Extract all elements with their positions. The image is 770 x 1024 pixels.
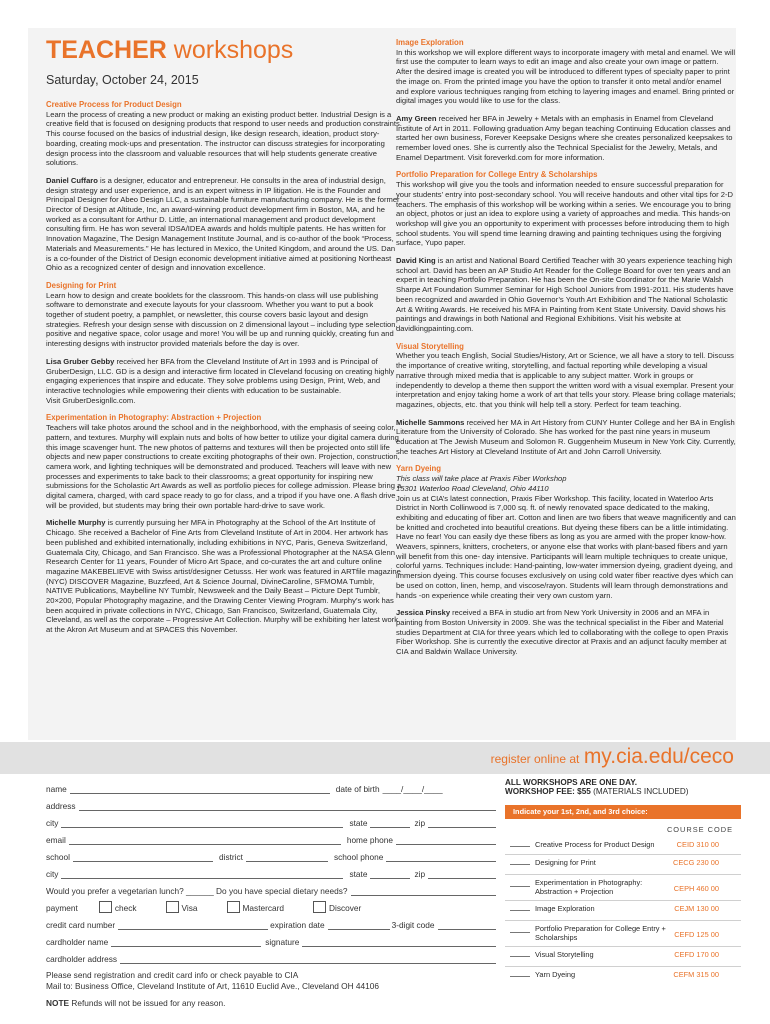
one-day-notice: ALL WORKSHOPS ARE ONE DAY. — [505, 778, 638, 787]
workshop-name: Portfolio Preparation for College Entry + Scholarships — [535, 924, 666, 942]
course-code: CEFD 170 00 — [674, 950, 719, 959]
mastercard-checkbox[interactable] — [227, 901, 240, 913]
address-label: address — [46, 801, 76, 811]
course-code: CEJM 130 00 — [674, 904, 719, 913]
register-link[interactable]: my.cia.edu/ceco — [583, 745, 734, 768]
workshop-description: In this workshop we will explore different ways to incorporate imagery with metal and enamel. We will first use the computer to learn ways to edit an image and also create your own image or pattern. After the desired image is created you will be introduced to different types of specialty paper to print the image on. From the printed image you have the option to transfer it onto metal and/or enamel and explore various techniques ranging from etching to layering images and enamel. Bring printed or digital images you would like to use for the class. — [396, 47, 736, 106]
instructor-bio: Lisa Gruber Gebby received her BFA from the Cleveland Institute of Art in 1993 and is Principal of GruberDesign, LLC. GD is a design and interactive firm located in Cleveland focusing on creating highly engaging experiences that inspire and educate. They solve problems using Design, Print, Web, and interactive technologies while empowering their clients with education to be sustainable. Visit GruberDesignllc.com. — [46, 356, 395, 405]
home-phone-field[interactable] — [396, 835, 496, 845]
workshop-name: Yarn Dyeing — [535, 970, 576, 979]
form-row-cardholder-address — [46, 952, 496, 964]
zip-label: zip — [414, 869, 426, 879]
workshop-name: Image Exploration — [535, 904, 595, 913]
register-banner — [0, 742, 770, 774]
instructor-bio: Daniel Cuffaro is a designer, educator and entrepreneur. He consults in the area of industrial design, design strategy and user experience, and is an expert witness in IP litigation. He is the Founder and Principal Designer for Abeo Design LLC, a sustainable furniture manufacturing company. He is the former Director of Design at Altitude, Inc, an award-winning product development firm in Boston, MA, and he worked as a consultant for Arthur D. Little, an international management and product development consulting firm. He has won several IDSA/IDEA awards and holds multiple patents. He has written for Innovation Magazine, The Design Management Institute Journal, and is co-author of the book “Process, Materials and Measurements.” He has lectured in Mexico, the United Kingdom, and around the US. Dan is a co-founder of the District of Design economic development initiative aimed at positioning Northeast Ohio as a recognized center of design and innovation excellence. — [46, 175, 400, 273]
form-row-cardholder — [46, 935, 496, 947]
instructor-bio: Jessica Pinsky received a BFA in studio art from New York University in 2006 and an MFA in painting from Boston University in 2009. She was the technical specialist in the Fiber and Material studies Department at CIA for three years which led to collaborating with the college to open Praxis Fiber Workshop. She is currently the executive director at Praxis and an adjunct faculty member at CIA and Baldwin Wallace University. — [396, 608, 729, 657]
workshop-heading: Creative Process for Product Design — [46, 100, 182, 109]
course-code: CEID 310 00 — [676, 840, 719, 849]
choice-blank[interactable] — [510, 864, 530, 865]
expiration-label: expiration date — [270, 920, 325, 930]
cardholder-address-label: cardholder address — [46, 954, 118, 964]
page-title: TEACHER workshops — [46, 36, 294, 64]
city-label: city — [46, 869, 59, 879]
workshop-name: Experimentation in Photography: Abstraction + Projection — [535, 878, 643, 896]
signature-field[interactable] — [302, 937, 496, 947]
form-row-city-2 — [46, 867, 496, 879]
workshop-name: Creative Process for Product Design — [535, 840, 655, 849]
course-code: CEPH 460 00 — [673, 884, 719, 893]
workshop-name: Designing for Print — [535, 858, 596, 867]
dietary-field[interactable] — [351, 886, 497, 896]
state-field[interactable] — [370, 869, 410, 879]
instructor-bio: Amy Green received her BFA in Jewelry + Metals with an emphasis in Enamel from Cleveland Institute of Art in 2011. Following graduation Amy began teaching Continuing Education classes and started her own business, Forever Keepsake Designs where she creates personalized keepsakes to remember loved ones. She is currently also the Technical Specialist for the Jewelry, Metals, and Enamel Department. Visit foreverkd.com for more information. — [396, 113, 733, 162]
discover-label: Discover — [329, 903, 362, 913]
workshop-description: Teachers will take photos around the school and in the neighborhood, with the emphasis of seeing color, pattern, and textures. Murphy will explain nuts and bolts of how better to utilize your digital camera during this image scavenger hunt. The new photos of patterns and textures will then be projected onto still life objects and new paper constructions to create exciting photographs of their own. Projection, construction, camera work, and lighting techniques will be demonstrated and produced. Teachers will leave with new processes and experiments to take back to their classrooms; a great opportunity for inspiring new submissions for the Scholastic Art Awards as well as portfolio pieces for college admission. Please bring a digital camera, charged, with card space ready to go for class, and a tripod if you have one. A flash drive will be provided, but students may bring their own portable hard-drive to save work. — [46, 423, 402, 510]
workshop-listing — [28, 28, 736, 740]
workshop-heading: Image Exploration — [396, 38, 464, 47]
state-label: state — [349, 818, 368, 828]
mailing-instructions: Please send registration and credit card info or check payable to CIA Mail to: Business Office, Cleveland Institute of Art, 11610 Euclid Ave., Cleveland OH 44106 — [46, 970, 379, 991]
workshop-description: Whether you teach English, Social Studies/History, Art or Science, we all have a story to tell. Discuss the importance of creative writing, storytelling, and factual reporting while developing a visual narrative through mixed media that is applicable to any subject matter. Work in groups or independently to develop a theme then support the written word with a visual exemplar. Present your interpretation and enjoy taking home a work of art that tells your story. Please bring collage materials; magazines, objects, etc. that you think will help tell a story. Perfect for team teaching. — [396, 351, 736, 409]
city-field[interactable] — [61, 869, 343, 879]
card-number-label: credit card number — [46, 920, 116, 930]
row-divider — [505, 900, 741, 901]
register-online — [491, 745, 734, 769]
form-row-address — [46, 799, 496, 811]
workshop-description: Join us at CIA’s latest connection, Praxis Fiber Workshop. This facility, located in Waterloo Arts District in North Collinwood is 7,000 sq. ft. of newly renovated space dedicated to the making, exhibiting and educating of fiber art. Cotton and linen are two fibers that weave magnificently and can be knitted and crocheted into beautiful creations. But dyeing these fibers can be a little intimidating. Have no fear! You can easily dye these fibers as long as you are armed with the proper know-how. Weavers, spinners, knitters, crocheters, or anyone else that works with plant-based fibers and yarn will benefit from this one- day intensive. Participants will learn multiple techniques to create unique, colorful yarns. Techniques include: Hand-painting, low-water immersion dyeing, gradient dyeing, and immersion dyeing. This course focuses exclusively on using cold water fiber reactive dyes which can be used on cotton, linen, hemp, and viscose/rayon. Students will learn through demonstrations and hands -on experience while creating their very own custom yarn. — [396, 493, 736, 600]
workshop-name: Visual Storytelling — [535, 950, 594, 959]
home-phone-label: home phone — [346, 835, 393, 845]
row-divider — [505, 946, 741, 947]
zip-field[interactable] — [428, 818, 496, 828]
dob-field[interactable]: ____/____/____ — [382, 784, 443, 794]
school-phone-label: school phone — [333, 852, 384, 862]
workshop-description: Learn the process of creating a new product or making an existing product better. Industrial Design is a creative field that is focused on designing products that respond to user needs and production constraints. This course focused on the basics of industrial design, like design research, ideation, product story-boarding, creating mock-ups and presentation. The instructor can discuss strategies for incorporating design process into the classroom and valuable resources that will help students generate creative solutions. — [46, 109, 402, 168]
city-label: city — [46, 818, 59, 828]
row-divider — [505, 874, 741, 875]
workshop-description: Learn how to design and create booklets for the classroom. This hands-on class will use publishing software to demonstrate and execute layouts for your classroom. Whether you want to put a book together of student poetry, a pamphlet, or newsletter, this course covers basic layout and design strategies. Refresh your design sense with discussion on 2 dimensional layout – including type selection, positive and negative space, color usage and more! You will be up and running quickly, creating fun and interesting designs with instructor provided materials before the day is over. — [46, 290, 398, 349]
choice-blank[interactable] — [510, 846, 530, 847]
cardholder-name-label: cardholder name — [46, 937, 109, 947]
choice-blank[interactable] — [510, 976, 530, 977]
state-field[interactable] — [370, 818, 410, 828]
workshop-heading: Designing for Print — [46, 280, 117, 290]
right-column — [396, 28, 736, 665]
workshop-fee: WORKSHOP FEE: $55 (MATERIALS INCLUDED) — [505, 787, 689, 796]
signature-label: signature — [265, 937, 300, 947]
payment-label: payment — [46, 903, 78, 913]
check-label: check — [114, 903, 137, 913]
school-field[interactable] — [73, 852, 213, 862]
form-row-card — [46, 918, 496, 930]
mastercard-label: Mastercard — [242, 903, 285, 913]
expiration-field[interactable] — [328, 920, 390, 930]
choice-instruction: Indicate your 1st, 2nd, and 3rd choice: — [505, 805, 741, 819]
instructor-bio: David King is an artist and National Board Certified Teacher with 30 years experience teaching high school art. David has been an AP Studio Art Reader for the College Board for over ten years and an expert in teaching Portfolio Preparation. He has been the On-site Coordinator for the Marie Walsh Sharpe Art Foundation Summer Seminar for High School Juniors from 1991-2011. His students have been recognized and awarded in Ohio Governor’s Youth Art Exhibition and The National Scholastic Art & Writing Awards. He received his MFA in Painting from Kent State University. David shows his paintings and drawings in both National and Regional Exhibitions. Visit his website at davidkingpainting.com. — [396, 256, 734, 333]
form-row-payment — [46, 901, 496, 913]
course-code: CECG 230 00 — [672, 858, 719, 867]
email-label: email — [46, 835, 66, 845]
row-divider — [505, 920, 741, 921]
district-field[interactable] — [246, 852, 328, 862]
state-label: state — [349, 869, 368, 879]
dob-label: date of birth — [335, 784, 380, 794]
cardholder-name-field[interactable] — [111, 937, 261, 947]
visa-checkbox[interactable] — [166, 901, 179, 913]
choice-blank[interactable] — [510, 886, 530, 887]
form-row-lunch — [46, 884, 496, 896]
row-divider — [505, 966, 741, 967]
digit-code-field[interactable] — [438, 920, 496, 930]
course-code: CEFD 125 00 — [674, 930, 719, 939]
instructor-bio: Michelle Murphy is currently pursuing her MFA in Photography at the School of the Art Institute of Chicago. She received a Bachelor of Fine Arts from Cleveland Institute of Art in 2004. Her artwork has been published and exhibited internationally, including exhibitions in NYC, Paris, Geneva Switzerland, Guatemala City, Chicago, and San Francisco. She was a Professional Photographer at the NASA Glenn Research Center for 11 years, Founder of Micro Art Space, and co-curates the art and culture online magazine MAKEBELIEVE with Swiss artist/designer Cetusss. Her work was featured in ARTfile magazine (NYC) DISCOVER Magazine, Buzzfeed, Art & Science Journal, DivineCaroline, SFMOMA Tumblr, NATIVE Publications, Maybelline NY Tumblr, Newsweek and the Daily Beast – Picture Dept Tumblr, 20×200, Popular Photography magazine, and the Drawing Center Viewing Program. Murphy’s work has been acquired in private collections in NYC, Chicago, San Francisco, Switzerland, Guatemala City, Cleveland, as well as the corporate – Progressive Art Collection. Murphy will be exhibiting her latest work at the Akron Art Museum and at SPACES this November. — [46, 518, 401, 635]
school-label: school — [46, 852, 70, 862]
form-row-name — [46, 782, 496, 794]
discover-checkbox[interactable] — [313, 901, 326, 913]
digit-code-label: 3-digit code — [391, 920, 435, 930]
instructor-bio: Michelle Sammons received her MA in Art History from CUNY Hunter College and her BA in English Literature from the University of Colorado. She has worked for the past nine years in museum education at The Jewish Museum and Solomon R. Guggenheim Museum in New York City. Currently, she teaches Art History at Cleveland Institute of Art and John Carroll University. — [396, 417, 736, 456]
name-label: name — [46, 784, 67, 794]
row-divider — [505, 854, 741, 855]
school-phone-field[interactable] — [386, 852, 496, 862]
card-number-field[interactable] — [118, 920, 268, 930]
zip-field[interactable] — [428, 869, 496, 879]
zip-label: zip — [414, 818, 426, 828]
name-field[interactable] — [70, 784, 330, 794]
check-checkbox[interactable] — [99, 901, 112, 913]
workshop-heading: Visual Storytelling — [396, 341, 464, 351]
course-code: CEFM 315 00 — [673, 970, 719, 979]
workshop-heading: Experimentation in Photography: Abstraction + Projection — [46, 413, 262, 423]
left-column — [46, 28, 402, 643]
email-field[interactable] — [69, 835, 341, 845]
event-date: Saturday, October 24, 2015 — [46, 73, 199, 87]
fee-panel — [505, 778, 741, 979]
cardholder-address-field[interactable] — [120, 954, 496, 964]
visa-label: Visa — [181, 903, 198, 913]
address-field[interactable] — [79, 801, 496, 811]
district-label: district — [218, 852, 243, 862]
refund-note: NOTE Refunds will not be issued for any reason. — [46, 998, 226, 1008]
register-label: register online at — [490, 752, 580, 766]
workshop-description: This workshop will give you the tools and information needed to ensure successful preparation for your students’ entry into post-secondary school. You will receive handouts and other vital tips for 2-D teachers. The emphasis of this workshop will be working within a series. We encourage you to bring an object, photos or just an idea to explore using a variety of approaches and media. This hands-on workshop will give you an opportunity to experiment with processes before introducing them to high school students. You will spend time learning drawing and painting techniques using the forgiving surface, Yupo paper. — [396, 180, 733, 248]
choice-blank[interactable] — [510, 932, 530, 933]
form-row-email — [46, 833, 496, 845]
form-row-city — [46, 816, 496, 828]
form-row-school — [46, 850, 496, 862]
workshop-heading: Portfolio Preparation for College Entry & Scholarships — [396, 170, 598, 180]
lunch-question: Would you prefer a vegetarian lunch? ______ Do you have special dietary needs? — [46, 886, 348, 896]
course-code-title: COURSE CODE — [666, 825, 733, 834]
workshop-address: 15301 Waterloo Road Cleveland, Ohio 44110 — [396, 483, 549, 493]
choice-blank[interactable] — [510, 956, 530, 957]
workshop-heading: Yarn Dyeing — [396, 464, 442, 474]
workshop-location: This class will take place at Praxis Fiber Workshop — [396, 474, 567, 484]
choice-blank[interactable] — [510, 910, 530, 911]
city-field[interactable] — [61, 818, 343, 828]
